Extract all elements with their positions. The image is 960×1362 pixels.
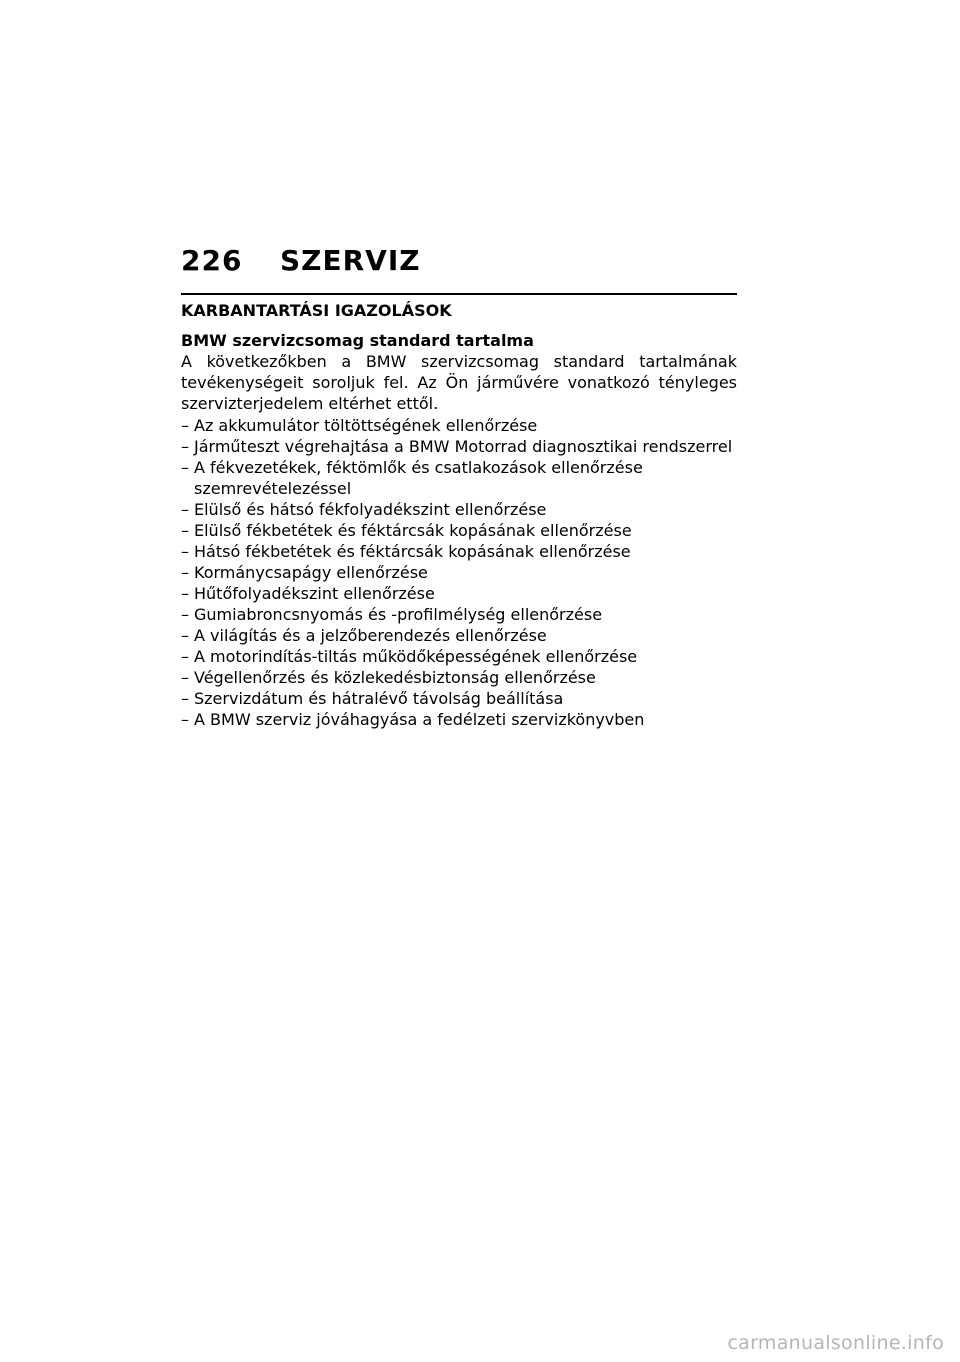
header-divider <box>181 293 737 295</box>
subsection-title: BMW szervizcsomag standard tartalma <box>181 331 534 350</box>
service-checklist <box>181 415 737 730</box>
checklist-item: – A fékvezetékek, féktömlők és csatlakozások ellenőrzése szemrevételezéssel <box>181 457 737 499</box>
watermark: carmanualsonline.info <box>727 1332 944 1354</box>
checklist-item: – A motorindítás-tiltás működőképességének ellenőrzése <box>181 646 737 667</box>
intro-paragraph: A következőkben a BMW szervizcsomag standard tartalmának tevékenységeit soroljuk fel. Az Ön járművére vonatkozó tényleges szervizterjedelem eltérhet ettől. <box>181 352 737 414</box>
checklist-item: – A BMW szerviz jóváhagyása a fedélzeti szervizkönyvben <box>181 709 737 730</box>
checklist-item: – Az akkumulátor töltöttségének ellenőrzése <box>181 415 737 436</box>
page-header <box>181 244 421 278</box>
checklist-item: – Végellenőrzés és közlekedésbiztonság ellenőrzése <box>181 667 737 688</box>
checklist-item: – A világítás és a jelzőberendezés ellenőrzése <box>181 625 737 646</box>
checklist-item: – Hűtőfolyadékszint ellenőrzése <box>181 583 737 604</box>
checklist-item: – Hátsó fékbetétek és féktárcsák kopásának ellenőrzése <box>181 541 737 562</box>
section-title: KARBANTARTÁSI IGAZOLÁSOK <box>181 301 452 320</box>
checklist-item: – Járműteszt végrehajtása a BMW Motorrad diagnosztikai rendszerrel <box>181 436 737 457</box>
checklist-item: – Elülső fékbetétek és féktárcsák kopásának ellenőrzése <box>181 520 737 541</box>
page-number: 226 <box>181 244 243 277</box>
checklist-item: – Elülső és hátsó fékfolyadékszint ellenőrzése <box>181 499 737 520</box>
checklist-item: – Szervizdátum és hátralévő távolság beállítása <box>181 688 737 709</box>
checklist-item: – Gumiabroncsnyomás és -profilmélység ellenőrzése <box>181 604 737 625</box>
page-content <box>181 300 737 730</box>
checklist-item: – Kormánycsapágy ellenőrzése <box>181 562 737 583</box>
chapter-title: SZERVIZ <box>280 244 421 277</box>
